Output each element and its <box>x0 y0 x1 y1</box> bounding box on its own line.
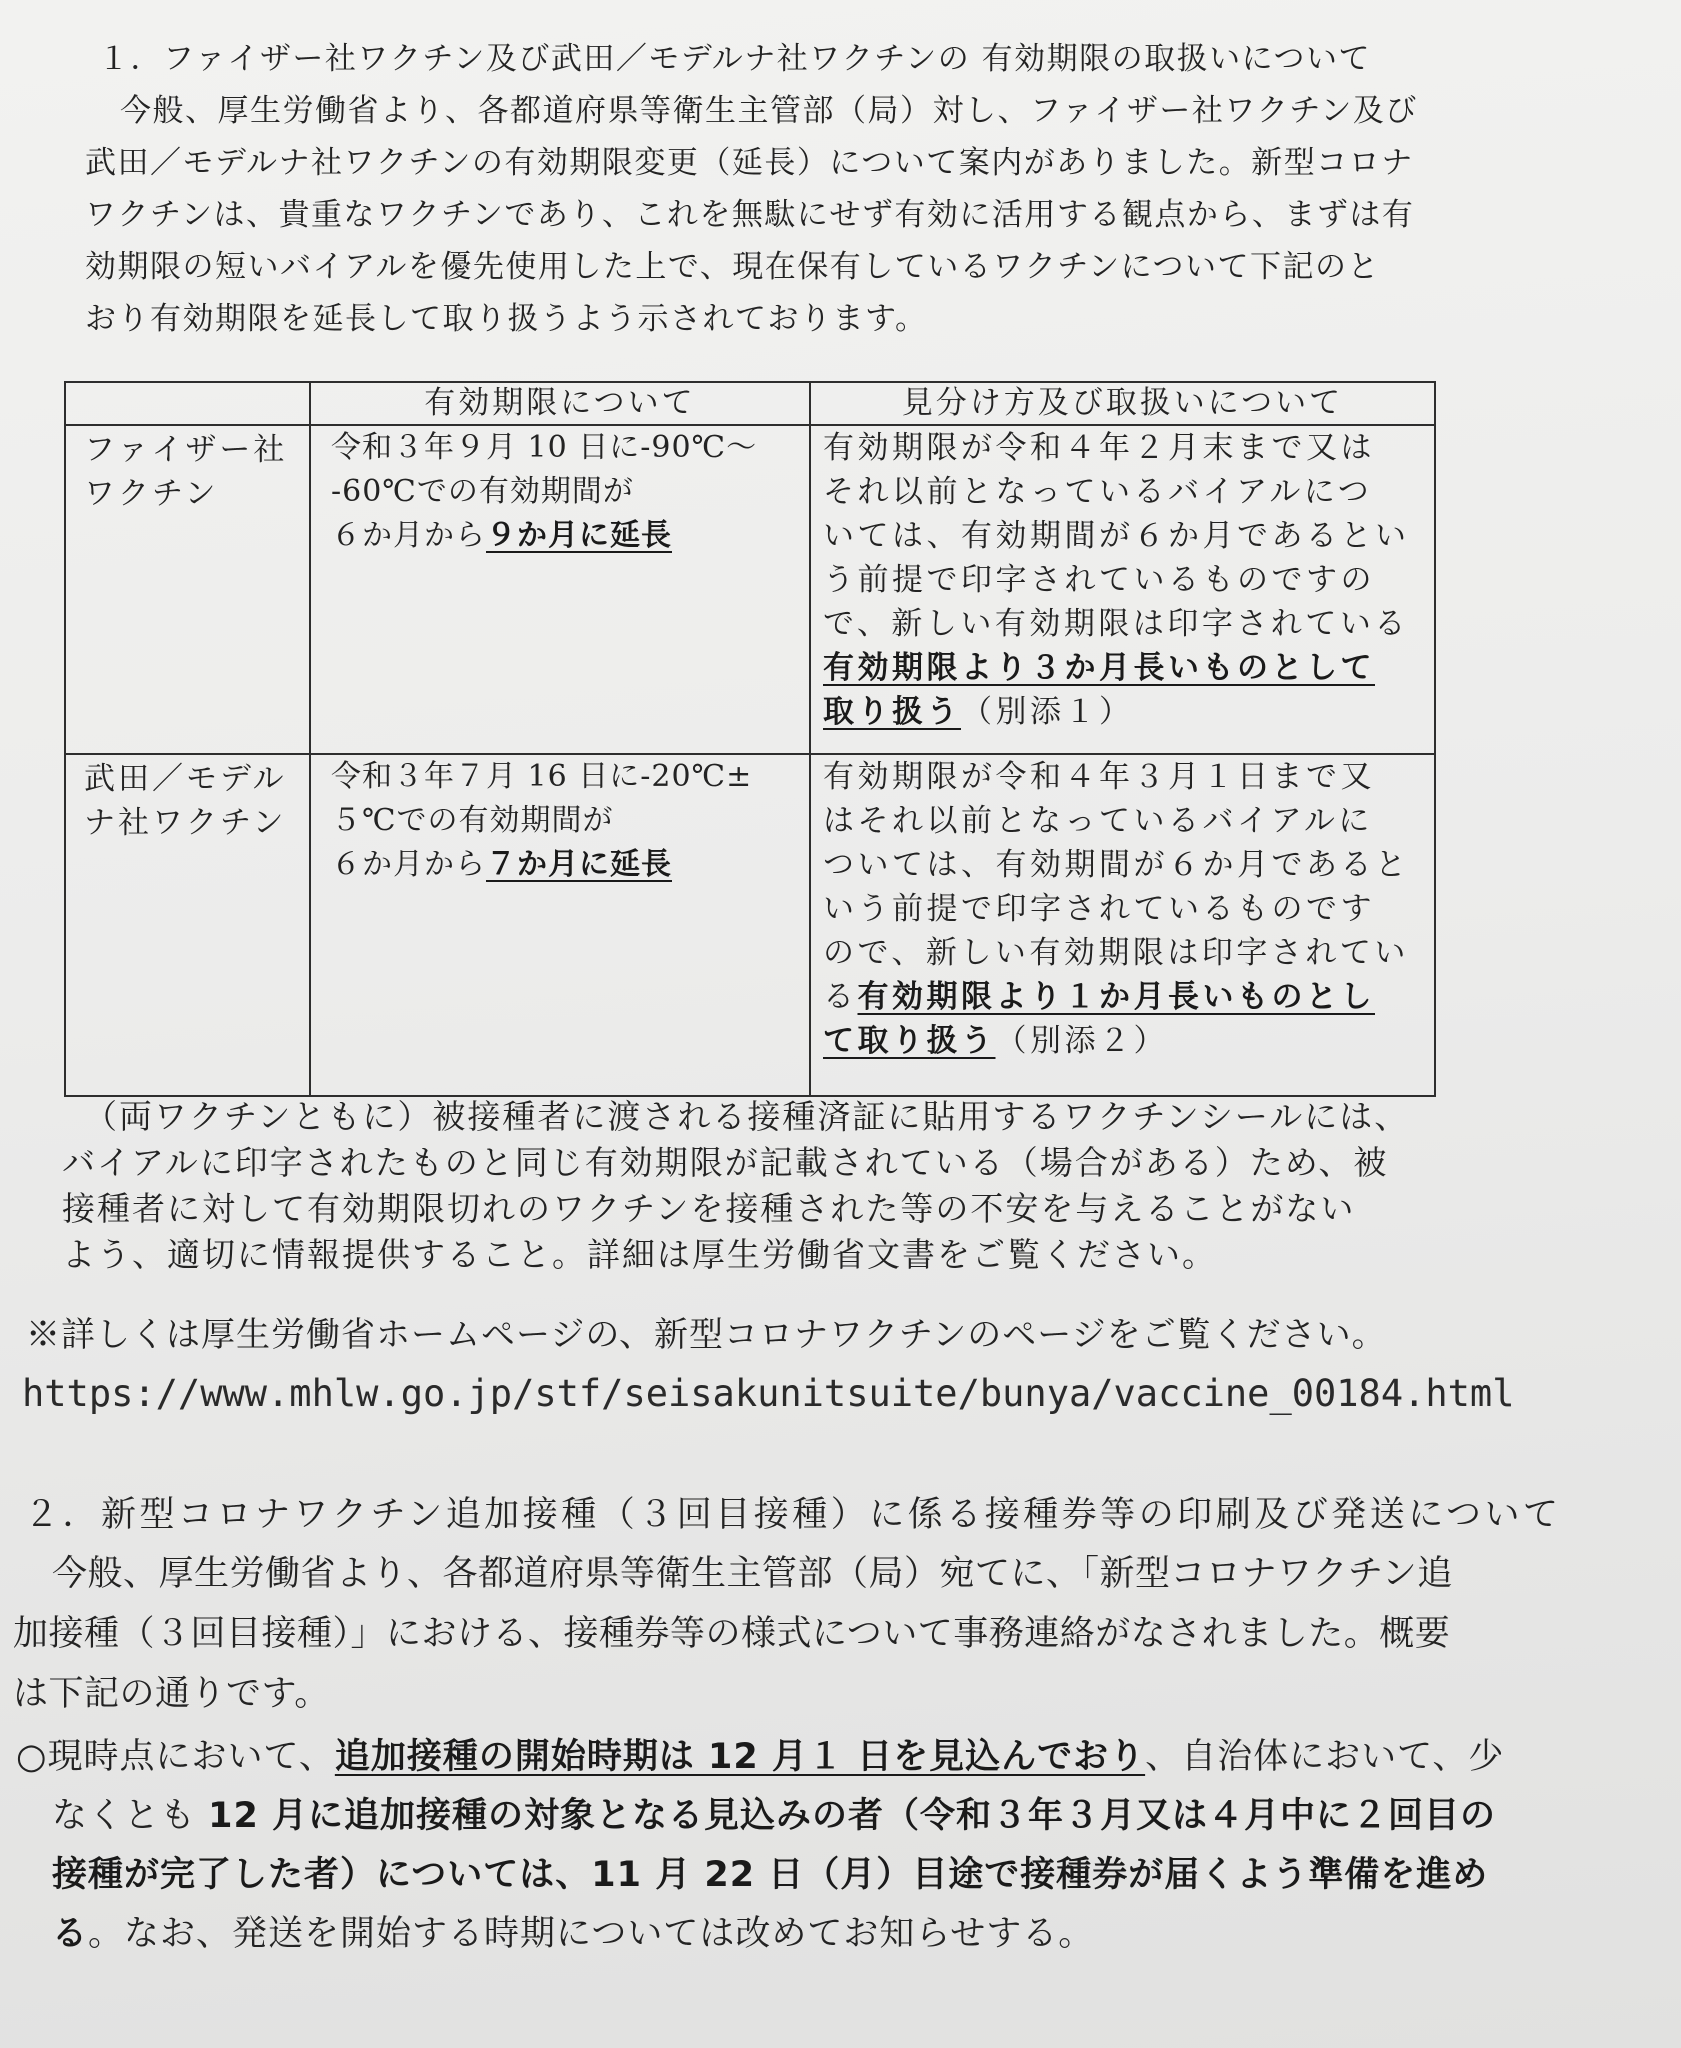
text-line <box>85 189 1418 241</box>
text-line <box>62 1140 1409 1186</box>
text-segment: ファイザー社 <box>84 432 288 468</box>
text-line <box>823 1019 1430 1063</box>
section2-heading: ２．新型コロナワクチン追加接種（３回目接種）に係る接種券等の印刷及び発送について <box>24 1495 1562 1535</box>
handling-cell <box>810 425 1435 754</box>
text-line <box>84 801 303 845</box>
underlined-emphasis: ９か月に延長 <box>486 518 672 553</box>
text-segment: 武田／モデルナ社ワクチンの有効期限変更（延長）について案内がありました。新型コロナ <box>85 145 1414 181</box>
text-line <box>13 1604 1453 1664</box>
text-segment: 加接種（３回目接種）」における、接種券等の様式について事務連絡がなされました。概要 <box>13 1614 1451 1654</box>
text-line <box>823 931 1430 975</box>
text-line <box>823 514 1430 558</box>
underlined-emphasis: て取り扱う <box>823 1023 996 1059</box>
text-segment: （別添２） <box>995 1023 1168 1059</box>
text-segment: 令和３年７月 16 日に-20℃± <box>331 759 753 794</box>
text-segment: 有効期限が令和４年２月末まで又は <box>823 430 1375 466</box>
vaccine-name-cell <box>65 425 310 754</box>
expiry-cell <box>310 425 810 754</box>
text-segment: ワクチン <box>84 476 219 512</box>
text-line <box>331 843 803 887</box>
handling-cell <box>810 754 1435 1096</box>
text-line <box>823 602 1430 646</box>
text-segment: 今般、厚生労働省より、各都道府県等衛生主管部（局）対し、ファイザー社ワクチン及び <box>120 93 1418 129</box>
text-segment: ○現時点において、 <box>16 1737 335 1777</box>
text-segment: 。なお、発送を開始する時期については改めてお知らせする。 <box>88 1914 1095 1954</box>
text-segment: は下記の通りです。 <box>13 1674 330 1714</box>
emphasized-text: る <box>52 1914 89 1954</box>
underlined-emphasis: 取り扱う <box>823 694 961 730</box>
text-segment: いては、有効期間が６か月であるとい <box>823 518 1410 554</box>
text-segment: る <box>823 979 858 1015</box>
text-line <box>85 85 1418 137</box>
text-segment: う前提で印字されているものですの <box>823 562 1375 598</box>
table-header-expiry: 有効期限について <box>310 382 810 425</box>
text-line <box>84 757 303 801</box>
text-line <box>823 690 1430 734</box>
text-line <box>84 472 303 516</box>
text-segment: ので、新しい有効期限は印字されてい <box>823 935 1409 971</box>
table-row <box>65 754 1435 1096</box>
vaccine-expiry-table <box>64 381 1436 1097</box>
reference-text: ※詳しくは厚生労働省ホームページの、新型コロナワクチンのページをご覧ください。 <box>26 1315 1387 1355</box>
text-line <box>331 799 803 843</box>
text-line <box>62 1232 1409 1278</box>
table-header-blank <box>65 382 310 425</box>
underlined-emphasis: 有効期限より３か月長いものとして <box>823 650 1375 686</box>
text-line <box>823 975 1430 1019</box>
text-line <box>16 1846 1504 1905</box>
table-row <box>65 425 1435 754</box>
text-line <box>16 1787 1504 1846</box>
text-line <box>331 755 803 799</box>
text-line <box>62 1094 1409 1140</box>
text-segment: 接種者に対して有効期限切れのワクチンを接種された等の不安を与えることがない <box>62 1189 1356 1228</box>
text-segment: で、新しい有効期限は印字されている <box>823 606 1409 642</box>
text-line <box>331 514 803 558</box>
text-segment: ついては、有効期間が６か月であると <box>823 847 1410 883</box>
text-segment: ６か月から <box>331 847 486 882</box>
text-segment: バイアルに印字されたものと同じ有効期限が記載されている（場合がある）ため、被 <box>62 1143 1389 1182</box>
text-segment: ６か月から <box>331 518 486 553</box>
text-segment: 有効期限が令和４年３月１日まで又 <box>823 759 1375 795</box>
text-line <box>16 1728 1504 1787</box>
text-line <box>16 1905 1504 1964</box>
text-line <box>85 137 1418 189</box>
emphasized-text: 12 月に追加接種の対象となる見込みの者（令和３年３月又は４月中に２回目の <box>208 1796 1497 1836</box>
text-line <box>62 1186 1409 1232</box>
text-segment: はそれ以前となっているバイアルに <box>823 803 1373 839</box>
table-header-handling: 見分け方及び取扱いについて <box>810 382 1435 425</box>
section1-heading: １．ファイザー社ワクチン及び武田／モデルナ社ワクチンの 有効期限の取扱いについて <box>98 41 1371 77</box>
text-line <box>331 470 803 514</box>
text-segment: （別添１） <box>961 694 1134 730</box>
text-segment: -60℃での有効期間が <box>331 474 634 509</box>
text-line <box>13 1544 1453 1604</box>
table-header-row <box>65 382 1435 425</box>
text-segment: おり有効期限を延長して取り扱うよう示されております。 <box>85 301 928 337</box>
text-segment: 今般、厚生労働省より、各都道府県等衛生主管部（局）宛てに、「新型コロナワクチン追 <box>52 1554 1453 1594</box>
text-line <box>823 755 1430 799</box>
section2-paragraph <box>13 1544 1453 1724</box>
text-segment: いう前提で印字されているものです <box>823 891 1375 927</box>
text-segment: 効期限の短いバイアルを優先使用した上で、現在保有しているワクチンについて下記のと <box>85 249 1381 285</box>
underlined-emphasis: ７か月に延長 <box>486 847 672 882</box>
text-segment: よう、適切に情報提供すること。詳細は厚生労働省文書をご覧ください。 <box>62 1235 1217 1274</box>
text-line <box>823 646 1430 690</box>
emphasized-text: 接種が完了した者）については、11 月 22 日（月）目途で接種券が届くよう準備を進め <box>52 1855 1489 1895</box>
text-line <box>823 470 1430 514</box>
section2-bullet <box>16 1728 1504 1964</box>
section1-paragraph <box>85 85 1418 345</box>
text-line <box>823 558 1430 602</box>
text-segment: なくとも <box>52 1796 209 1836</box>
text-line <box>85 241 1418 293</box>
text-line <box>823 887 1430 931</box>
text-line <box>85 293 1418 345</box>
text-line <box>823 843 1430 887</box>
text-line <box>823 799 1430 843</box>
text-segment: 武田／モデル <box>84 761 287 797</box>
text-segment: ５℃での有効期間が <box>331 803 614 838</box>
text-segment: ナ社ワクチン <box>84 805 287 841</box>
text-line <box>823 426 1430 470</box>
reference-url: https://www.mhlw.go.jp/stf/seisakunitsuite/bunya/vaccine_00184.html <box>22 1372 1515 1415</box>
text-segment: ワクチンは、貴重なワクチンであり、これを無駄にせず有効に活用する観点から、まずは有 <box>85 197 1415 233</box>
expiry-cell <box>310 754 810 1096</box>
text-line <box>331 426 803 470</box>
text-segment: 令和３年９月 10 日に-90℃～ <box>331 430 758 465</box>
underlined-emphasis: 追加接種の開始時期は 12 月１ 日を見込んでおり <box>334 1737 1146 1777</box>
vaccine-name-cell <box>65 754 310 1096</box>
text-line <box>13 1664 1453 1724</box>
table-note <box>62 1094 1409 1278</box>
text-segment: それ以前となっているバイアルにつ <box>823 474 1373 510</box>
text-line <box>84 428 303 472</box>
underlined-emphasis: 有効期限より１か月長いものとし <box>857 979 1375 1015</box>
text-segment: （両ワクチンともに）被接種者に渡される接種済証に貼用するワクチンシールには、 <box>84 1097 1410 1136</box>
text-segment: 、自治体において、少 <box>1145 1737 1505 1777</box>
